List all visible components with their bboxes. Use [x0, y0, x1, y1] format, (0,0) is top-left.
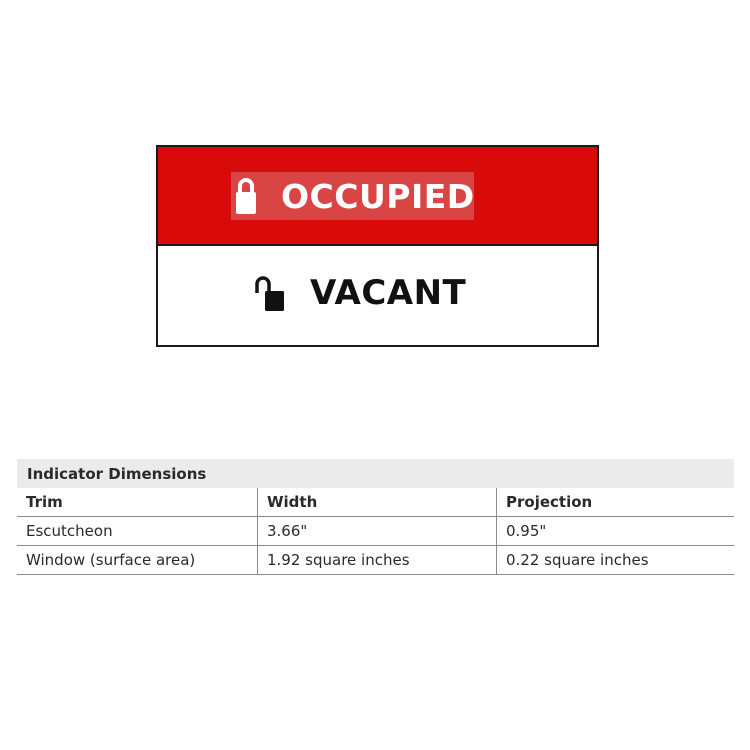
- privacy-indicator: [156, 145, 599, 347]
- header-width: Width: [258, 488, 497, 517]
- cell-trim: Escutcheon: [17, 517, 258, 546]
- occupied-badge: [231, 172, 474, 220]
- table-caption: Indicator Dimensions: [17, 459, 734, 488]
- occupied-label: OCCUPIED: [281, 176, 475, 216]
- header-projection: Projection: [497, 488, 735, 517]
- cell-trim: Window (surface area): [17, 546, 258, 575]
- vacant-label: VACANT: [310, 273, 467, 313]
- occupied-panel: [158, 147, 597, 246]
- table-header-row: [17, 488, 734, 517]
- cell-width: 1.92 square inches: [258, 546, 497, 575]
- cell-projection: 0.95": [497, 517, 735, 546]
- lock-open-icon: [254, 275, 288, 313]
- header-trim: Trim: [17, 488, 258, 517]
- table-row: [17, 517, 734, 546]
- vacant-panel: [158, 246, 597, 343]
- lock-closed-icon: [235, 176, 257, 216]
- cell-width: 3.66": [258, 517, 497, 546]
- dimensions-table: [17, 459, 734, 575]
- table-row: [17, 546, 734, 575]
- cell-projection: 0.22 square inches: [497, 546, 735, 575]
